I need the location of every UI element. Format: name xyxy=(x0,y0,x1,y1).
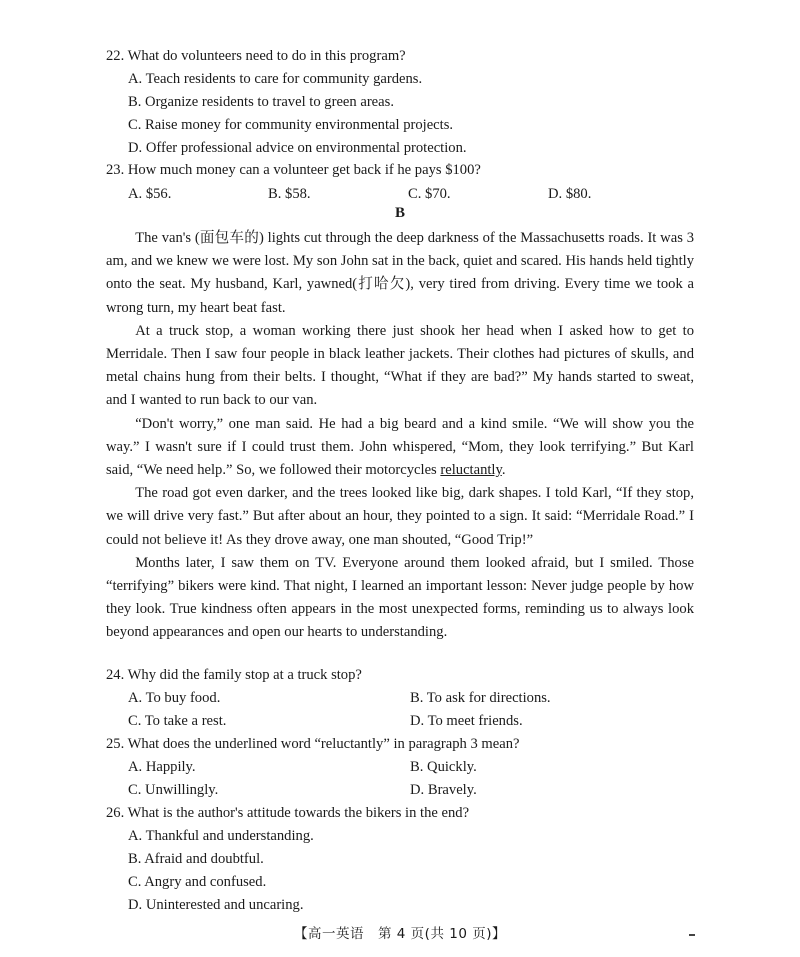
question-26-stem: 26. What is the author's attitude towards the bikers in the end? xyxy=(106,805,470,821)
question-22-option-c: C. Raise money for community environmental projects. xyxy=(128,117,454,133)
passage-paragraph-5: Months later, I saw them on TV. Everyone around them looked afraid, but I smiled. Those “terrifying” bikers were kind. That night, I learned an important lesson: Never judge people by how they look. True kindness often appears in the most unexpected forms, reminding us to always look beyond appearances and open our hearts to understanding. xyxy=(106,554,694,641)
page-footer: 【高一英语 第 4 页(共 10 页)】 xyxy=(294,926,506,942)
question-23-option-c: C. $70. xyxy=(408,186,451,202)
question-26-option-a: A. Thankful and understanding. xyxy=(128,828,314,844)
question-23-option-b: B. $58. xyxy=(268,186,311,202)
question-24-option-c: C. To take a rest. xyxy=(128,713,227,729)
question-23-stem: 23. How much money can a volunteer get back if he pays $100? xyxy=(106,162,481,178)
section-b-heading: B xyxy=(394,205,405,221)
question-26-option-b: B. Afraid and doubtful. xyxy=(128,851,264,867)
paragraph-3-end: . xyxy=(501,462,506,479)
question-23-option-a: A. $56. xyxy=(128,186,172,202)
question-25-option-b: B. Quickly. xyxy=(410,759,477,775)
question-25-option-a: A. Happily. xyxy=(128,759,196,775)
question-24-option-b: B. To ask for directions. xyxy=(410,690,551,706)
question-25-option-d: D. Bravely. xyxy=(410,782,477,798)
passage-paragraph-1: The van's (面包车的) lights cut through the deep darkness of the Massachusetts roads. It was 3 am, and we knew we were lost. My son John sat in the back, quiet and scared. His hands held tightly onto the seat. My husband, Karl, yawned(打哈欠), very tired from driving. Every time we took a wrong turn, my heart beat fast. xyxy=(106,230,694,316)
question-26-option-c: C. Angry and confused. xyxy=(128,874,267,890)
question-22-stem: 22. What do volunteers need to do in this program? xyxy=(106,48,406,64)
question-25-option-c: C. Unwillingly. xyxy=(128,782,219,798)
question-24-option-a: A. To buy food. xyxy=(128,690,221,706)
question-22-option-b: B. Organize residents to travel to green areas. xyxy=(128,94,394,110)
question-22-option-a: A. Teach residents to care for community gardens. xyxy=(128,71,423,87)
question-24-stem: 24. Why did the family stop at a truck stop? xyxy=(106,667,362,683)
question-25-stem: 25. What does the underlined word “reluctantly” in paragraph 3 mean? xyxy=(106,736,520,752)
passage-paragraph-3 xyxy=(106,413,694,483)
passage-paragraph-4: The road got even darker, and the trees looked like big, dark shapes. I told Karl, “If they stop, we will drive very fast.” But after about an hour, they pointed to a sign. It said: “Merridale Road.” I could not believe it! As they drove away, one man shouted, “Good Trip!” xyxy=(106,485,694,548)
paragraph-3-text: “Don't worry,” one man said. He had a big beard and a kind smile. “We will show you the way.” I wasn't sure if I could trust them. John whispered, “Mom, they look terrifying.” But Karl said, “We need help.” So, we followed their motorcycles xyxy=(106,415,694,479)
question-24-option-d: D. To meet friends. xyxy=(410,713,523,729)
reading-passage xyxy=(106,227,694,645)
question-23-options xyxy=(128,184,688,204)
question-22-option-d: D. Offer professional advice on environmental protection. xyxy=(128,140,467,156)
passage-paragraph-2: At a truck stop, a woman working there just shook her head when I asked how to get to Merridale. Then I saw four people in black leather jackets. Their clothes had pictures of skulls, and metal chains hung from their belts. I thought, “What if they are bad?” My hands started to sweat, and I wanted to run back to our van. xyxy=(106,322,694,409)
question-23-option-d: D. $80. xyxy=(548,186,592,202)
scan-mark xyxy=(689,934,695,936)
underlined-word-reluctantly: reluctantly xyxy=(440,462,502,479)
question-26-option-d: D. Uninterested and uncaring. xyxy=(128,897,304,913)
